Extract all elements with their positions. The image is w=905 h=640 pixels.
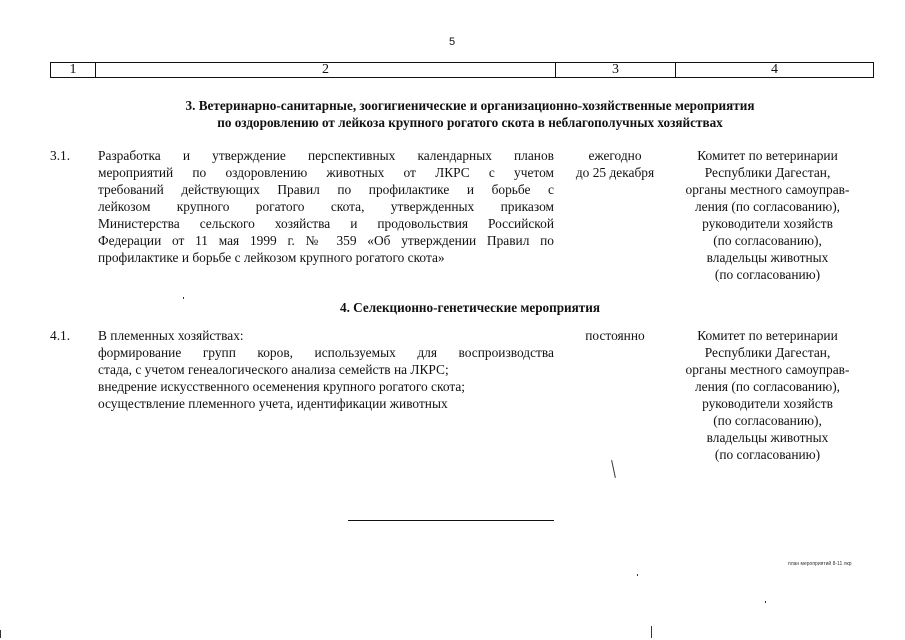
- responsible-line: Комитет по ветеринарии: [697, 148, 838, 163]
- description-line: Федерации от 11 мая 1999 г. № 359 «Об утверждении Правил по: [98, 233, 554, 248]
- scan-mark: [765, 601, 766, 603]
- description-line: профилактике и борьбе с лейкозом крупного рогатого скота»: [98, 250, 445, 265]
- responsible-line: (по согласованию),: [713, 233, 822, 248]
- responsible-line: ления (по согласованию),: [694, 379, 841, 394]
- responsible-line: Республики Дагестан,: [704, 345, 831, 360]
- item-responsible: [675, 327, 860, 463]
- responsible-line: владельцы животных: [706, 250, 829, 265]
- description-line: мероприятий по оздоровлению животных от ЛКРС с учетом: [98, 165, 554, 180]
- description-line: Министерства сельского хозяйства и продовольствия Российской: [98, 216, 554, 231]
- header-cell-2: 2: [96, 63, 556, 77]
- responsible-line: (по согласованию),: [713, 413, 822, 428]
- scan-mark: [0, 630, 1, 638]
- responsible-line: (по согласованию): [714, 267, 821, 282]
- item-term: [555, 147, 675, 181]
- scan-mark: [183, 297, 184, 299]
- item-term: постоянно: [585, 328, 645, 343]
- scan-mark: [611, 460, 616, 478]
- column-number-header-row: [50, 62, 874, 78]
- section-3-title: [100, 97, 840, 131]
- description-line: формирование групп коров, используемых для воспроизводства: [98, 345, 554, 360]
- responsible-line: (по согласованию): [714, 447, 821, 462]
- item-responsible: [675, 147, 860, 283]
- description-line: лейкозом крупного рогатого скота, утвержденных приказом: [98, 199, 554, 214]
- description-line: внедрение искусственного осеменения крупного рогатого скота;: [98, 379, 466, 394]
- item-description: [98, 147, 554, 266]
- item-number: 3.1.: [50, 148, 71, 163]
- description-line: осуществление племенного учета, идентификации животных: [98, 396, 448, 411]
- item-description: [98, 327, 554, 412]
- header-cell-4: 4: [771, 62, 778, 77]
- responsible-line: органы местного самоуправ-: [685, 182, 850, 197]
- scan-mark: [651, 626, 652, 638]
- term-line: ежегодно: [588, 148, 642, 163]
- responsible-line: органы местного самоуправ-: [685, 362, 850, 377]
- scan-mark: [637, 574, 638, 576]
- description-line: требований действующих Правил по профилактике и борьбе с: [98, 182, 554, 197]
- term-line: до 25 декабря: [575, 165, 655, 180]
- header-cell-3: 3: [556, 63, 676, 77]
- description-line: Разработка и утверждение перспективных календарных планов: [98, 148, 554, 163]
- item-number: 4.1.: [50, 328, 71, 343]
- section-3-title-line: 3. Ветеринарно-санитарные, зоогигиенические и организационно-хозяйственные мероприятия: [185, 98, 755, 113]
- responsible-line: Республики Дагестан,: [704, 165, 831, 180]
- responsible-line: ления (по согласованию),: [694, 199, 841, 214]
- file-note: план мероприятий 8-11 лкр: [788, 561, 852, 567]
- section-4-title: 4. Селекционно-генетические мероприятия: [339, 300, 601, 315]
- page-number: 5: [448, 36, 456, 48]
- section-3-title-line: по оздоровлению от лейкоза крупного рогатого скота в неблагополучных хозяйствах: [217, 115, 723, 130]
- responsible-line: руководители хозяйств: [702, 396, 833, 411]
- footer-rule: [348, 520, 554, 521]
- description-line: В племенных хозяйствах:: [98, 328, 244, 343]
- responsible-line: владельцы животных: [706, 430, 829, 445]
- header-cell-1: 1: [51, 63, 96, 77]
- responsible-line: руководители хозяйств: [702, 216, 833, 231]
- description-line: стада, с учетом генеалогического анализа семейств на ЛКРС;: [98, 362, 449, 377]
- responsible-line: Комитет по ветеринарии: [697, 328, 838, 343]
